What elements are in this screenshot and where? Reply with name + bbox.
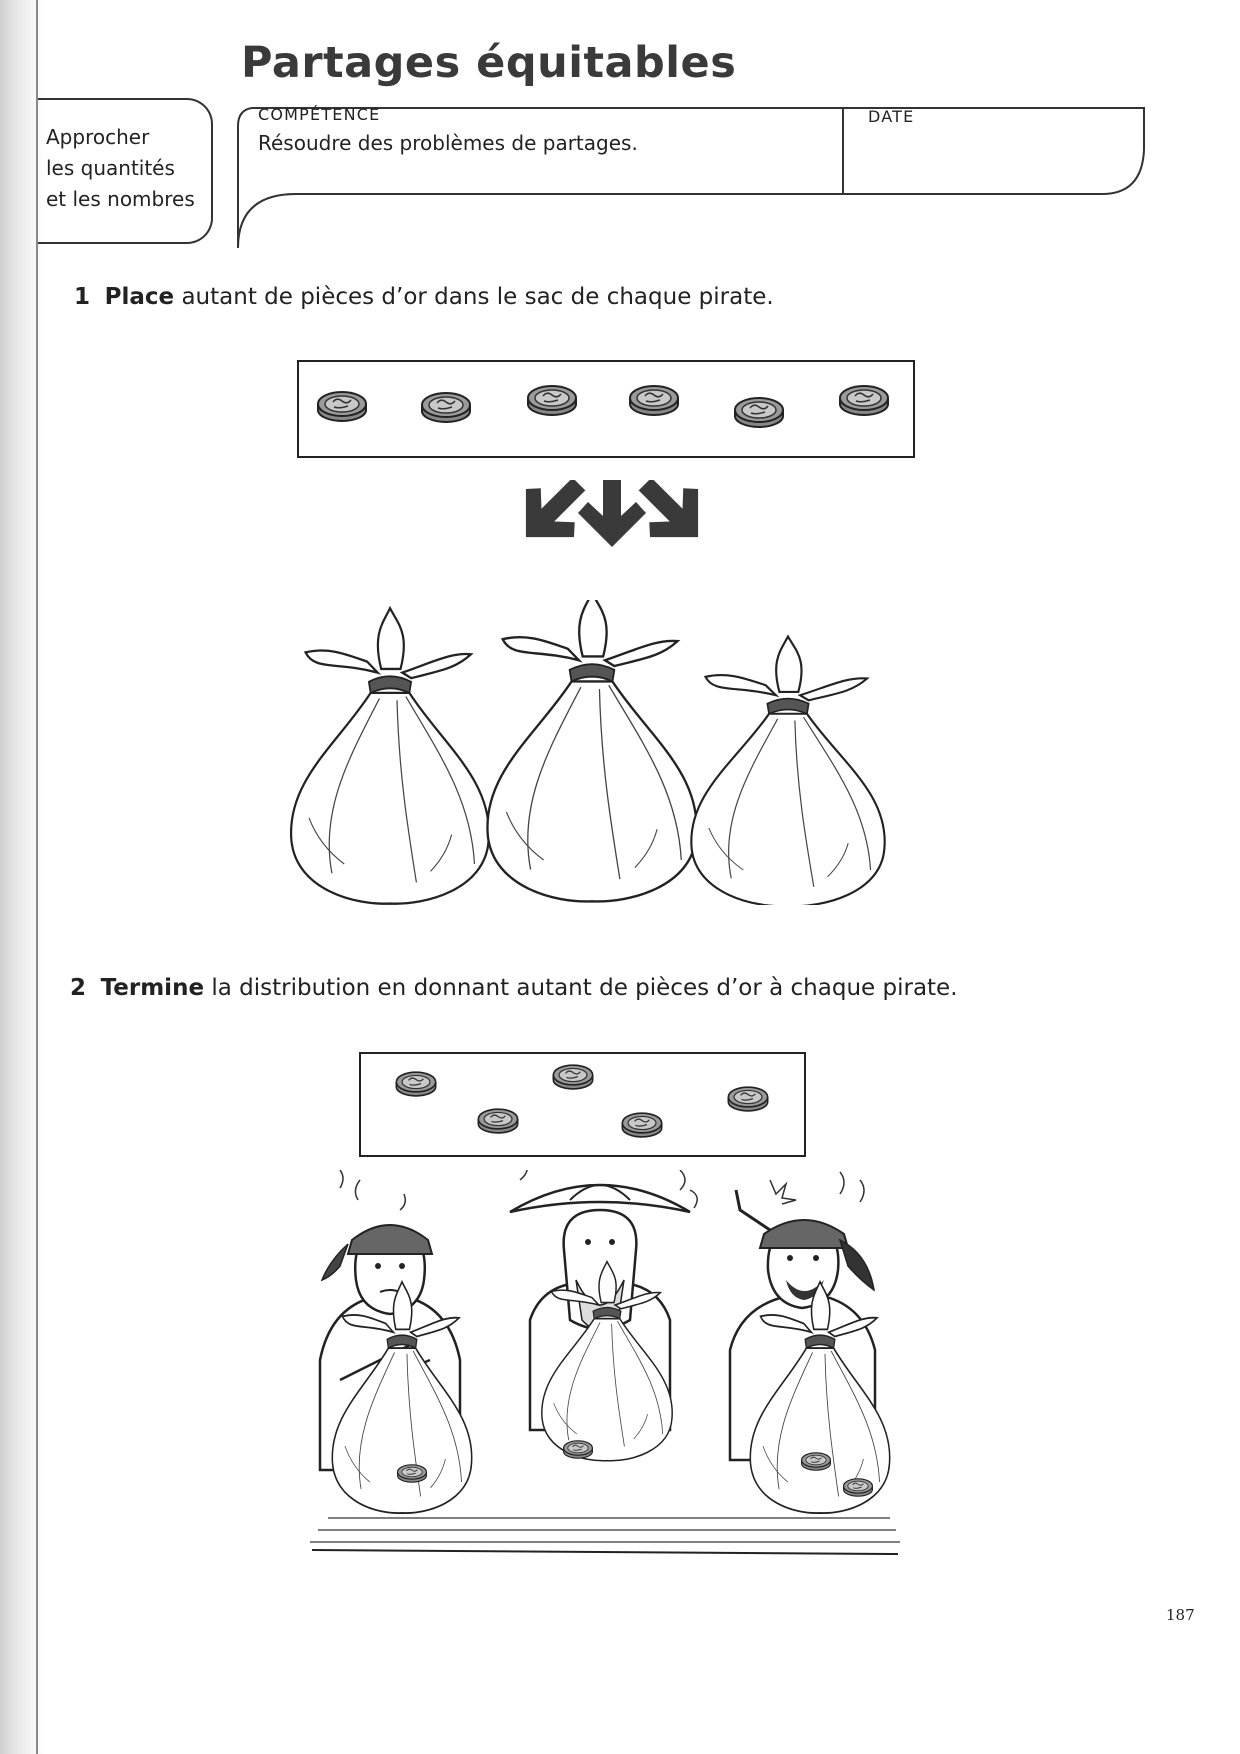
exercise-1-instruction [74, 284, 774, 310]
money-bags-group [270, 600, 910, 905]
domain-line: les quantités [46, 156, 175, 180]
gold-coin-icon[interactable] [396, 1072, 435, 1096]
gold-coin-icon[interactable] [422, 393, 470, 422]
date-label: DATE [868, 107, 915, 126]
gold-coin-icon[interactable] [735, 398, 783, 427]
money-bag-icon[interactable] [487, 600, 696, 901]
gold-coin-icon [802, 1453, 831, 1470]
gold-coin-icon[interactable] [622, 1113, 661, 1137]
pirates-illustration [300, 1170, 910, 1570]
page-binding-line [36, 0, 38, 1754]
gold-coin-icon [844, 1479, 873, 1496]
gold-coin-icon[interactable] [318, 392, 366, 421]
arrow-down-icon [578, 480, 646, 547]
gold-coin-icon[interactable] [728, 1087, 767, 1111]
domain-line: et les nombres [46, 187, 195, 211]
page-number: 187 [1166, 1606, 1195, 1624]
gold-coin-icon[interactable] [840, 386, 888, 415]
gold-coin-icon[interactable] [528, 386, 576, 415]
gold-coin-icon [398, 1465, 427, 1482]
exercise-1-verb: Place [104, 284, 175, 310]
competence-label: COMPÉTENCE [258, 105, 381, 124]
coins-row-2 [359, 1052, 806, 1157]
page-binding-shadow [0, 0, 46, 1754]
gold-coin-icon[interactable] [478, 1109, 517, 1133]
money-bag-icon[interactable] [691, 636, 884, 905]
gold-coin-icon[interactable] [553, 1065, 592, 1089]
exercise-2-text: la distribution en donnant autant de pièces d’or à chaque pirate. [211, 975, 958, 1001]
distribution-arrows [505, 480, 720, 560]
domain-line: Approcher [46, 125, 150, 149]
money-bag-icon[interactable] [291, 608, 489, 903]
exercise-1-number: 1 [74, 284, 91, 310]
deck-planks [310, 1518, 900, 1554]
exercise-2-number: 2 [70, 975, 87, 1001]
exercise-2-instruction [70, 975, 958, 1001]
exercise-1-text: autant de pièces d’or dans le sac de chaque pirate. [181, 284, 774, 310]
page-title: Partages équitables [241, 38, 737, 88]
domain-box [38, 98, 213, 244]
gold-coin-icon [564, 1441, 593, 1458]
exercise-2-verb: Termine [100, 975, 205, 1001]
competence-text: Résoudre des problèmes de partages. [258, 131, 638, 155]
gold-coin-icon[interactable] [630, 386, 678, 415]
coins-row-1 [297, 360, 915, 458]
